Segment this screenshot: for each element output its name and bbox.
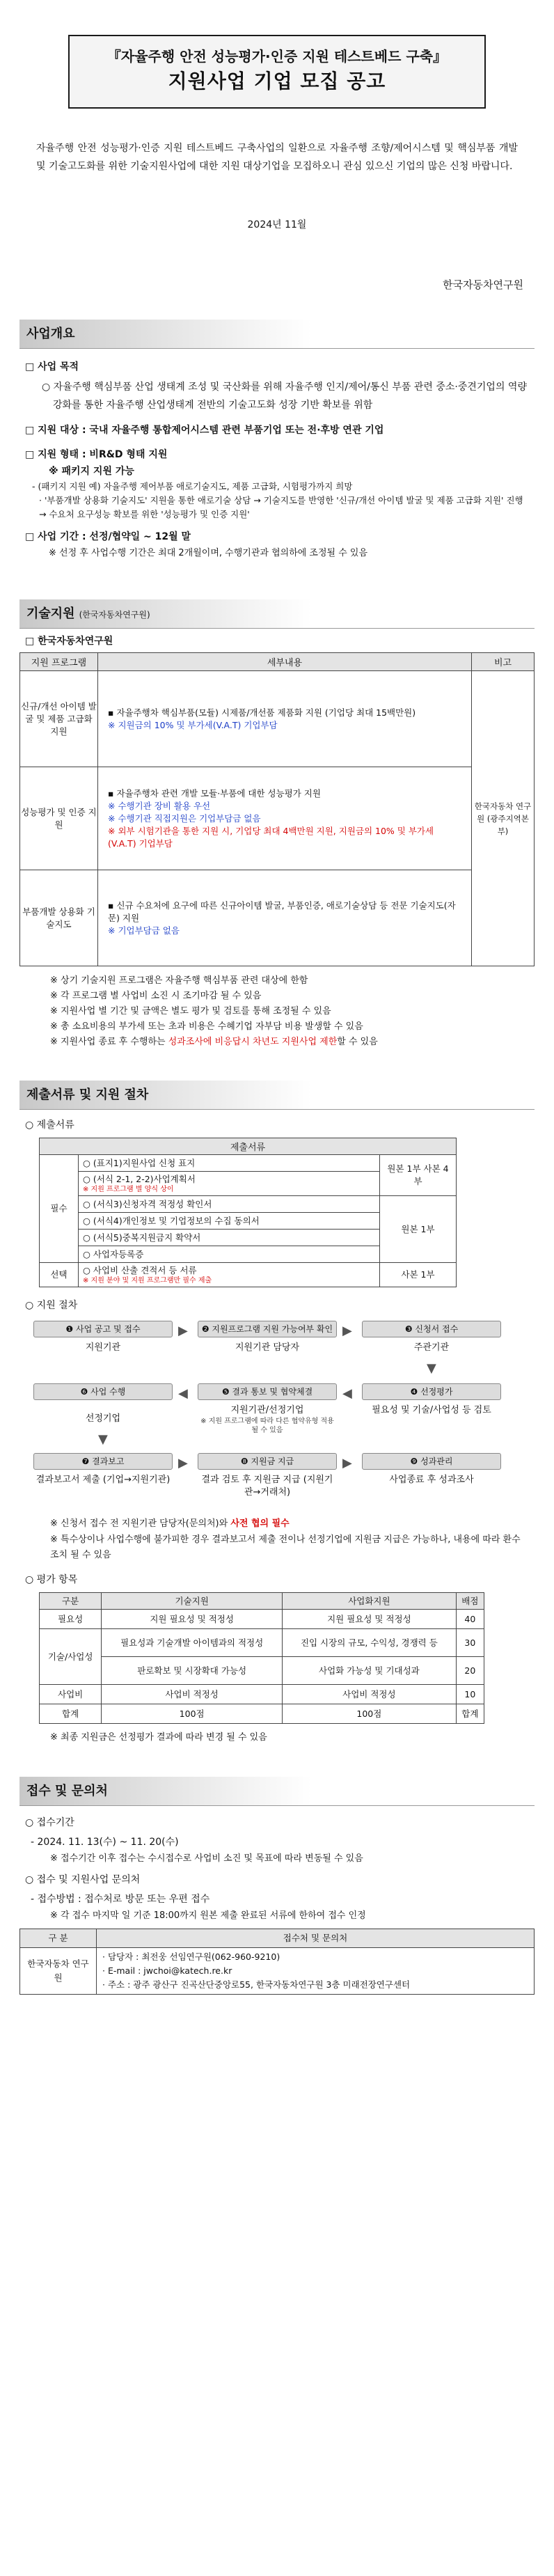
issuing-org: 한국자동차연구원 bbox=[443, 278, 523, 291]
note-line: ※ 총 소요비용의 부가세 또는 초과 비용은 수혜기업 자부담 비용 발생할 수 있음 bbox=[50, 1021, 363, 1032]
eval-col: 기술지원 bbox=[102, 1593, 283, 1610]
table-row bbox=[40, 1196, 457, 1213]
step-2: ❷ 지원프로그램 지원 가능여부 확인 지원기관 담당자 bbox=[198, 1321, 337, 1354]
method-value: - 접수방법 : 접수처로 방문 또는 우편 접수 bbox=[31, 1894, 210, 1905]
eval-table bbox=[39, 1592, 484, 1724]
doc-item: ○ 사업비 산출 견적서 등 서류 ※ 지원 분야 및 지원 프로그램만 필수 제출 bbox=[79, 1263, 380, 1287]
program-detail: ▪ 신규 수요처에 요구에 따른 신규아이템 발굴, 부품인증, 애로기술상담 등 전문 기술지도(자문) 지원 ※ 기업부담금 없음 bbox=[98, 870, 472, 966]
contact-org: 한국자동차 연구원 bbox=[20, 1948, 97, 1995]
form-sub1: - (패키지 지원 예) 자율주행 제어부품 애로기술지도, 제품 고급화, 시험평가까지 희망 bbox=[32, 481, 353, 492]
tech-sub: □ 한국자동차연구원 bbox=[25, 636, 113, 647]
target-line: □ 지원 대상 : 국내 자율주행 통합제어시스템 관련 부품기업 또는 전·후방 연관 기업 bbox=[25, 425, 384, 436]
contact-person: · 담당자 : 최전웅 선임연구원(062-960-9210) bbox=[102, 1951, 280, 1962]
table-row bbox=[20, 767, 535, 870]
table-row: 필요성 지원 필요성 및 적정성 지원 필요성 및 적정성 40 bbox=[40, 1610, 484, 1629]
period-note: ※ 접수기간 이후 접수는 수시접수로 사업비 소진 및 목표에 따라 변동될 수 있음 bbox=[50, 1853, 363, 1864]
docs-table bbox=[39, 1138, 457, 1287]
arrow-right-icon: ▶ bbox=[342, 1456, 352, 1470]
section-title: 접수 및 문의처 bbox=[26, 1784, 108, 1798]
arrow-left-icon: ◀ bbox=[342, 1386, 352, 1401]
contact-col: 구 분 bbox=[20, 1929, 97, 1948]
step-7: ❼ 결과보고 결과보고서 제출 (기업→지원기관) bbox=[33, 1453, 173, 1486]
table-row bbox=[40, 1263, 457, 1287]
note-line: ※ 각 프로그램 별 사업비 소진 시 조기마감 될 수 있음 bbox=[50, 991, 262, 1001]
docs-title: ○ 제출서류 bbox=[25, 1120, 74, 1131]
doc-item: ○ (서식 2-1, 2-2)사업계획서 ※ 지원 프로그램 별 양식 상이 bbox=[79, 1172, 380, 1196]
docs-head: 제출서류 bbox=[40, 1138, 457, 1155]
intro-paragraph: 자율주행 안전 성능평가·인증 지원 테스트베드 구축사업의 일환으로 자율주행 조향/제어시스템 및 핵심부품 개발 및 기술고도화를 위한 기술지원사업에 대한 지원 대상기업을 모집하오니 관심 있으신 기업의 많은 신청 바랍니다. bbox=[36, 143, 518, 172]
tech-notes bbox=[19, 966, 535, 1050]
arrow-left-icon: ◀ bbox=[178, 1386, 188, 1401]
note-line: ※ 신청서 접수 전 지원기관 담당자(문의처)와 사전 협의 필수 bbox=[50, 1518, 290, 1529]
table-row bbox=[40, 1155, 457, 1172]
form-note: ※ 패키지 지원 가능 bbox=[49, 466, 134, 477]
table-row: 판로확보 및 시장확대 가능성 사업화 가능성 및 기대성과 20 bbox=[40, 1657, 484, 1685]
optional-label: 선택 bbox=[40, 1263, 79, 1287]
section-title: 사업개요 bbox=[26, 327, 75, 341]
note-line: ※ 지원사업 종료 후 수행하는 성과조사에 비응답시 차년도 지원사업 제한할 수 있음 bbox=[50, 1037, 378, 1047]
program-detail: ▪ 자율주행차 관련 개발 모듈·부품에 대한 성능평가 지원 ※ 수행기관 장비 활용 우선 ※ 수행기관 직접지원은 기업부담금 없음 ※ 외부 시험기관을 통한 지원 시, 기업당 최대 4백만원 지원, 지원금의 10% 및 부가세(V.A.T) 기업부담 bbox=[98, 767, 472, 870]
program-name: 성능평가 및 인증 지원 bbox=[20, 767, 98, 870]
section-header-submit bbox=[19, 1081, 535, 1110]
contact-details bbox=[97, 1948, 535, 1995]
announcement-date: 2024년 11월 bbox=[247, 219, 307, 230]
contact-email[interactable]: · E-mail : jwchoi@katech.re.kr bbox=[102, 1965, 232, 1976]
eval-title: ○ 평가 항목 bbox=[25, 1574, 78, 1585]
period-title: ○ 접수기간 bbox=[25, 1817, 74, 1828]
doc-item: ○ (서식4)개인정보 및 기업정보의 수집 동의서 bbox=[79, 1213, 380, 1230]
step-5: ❺ 결과 통보 및 협약체결 지원기관/선정기업 ※ 지원 프로그램에 따라 다른 협약유형 적용될 수 있음 bbox=[198, 1383, 337, 1435]
contact-body bbox=[19, 1806, 535, 1924]
table-row: 사업비 사업비 적정성 사업비 적정성 10 bbox=[40, 1685, 484, 1704]
eval-col: 사업화지원 bbox=[283, 1593, 457, 1610]
table-row: 기술/사업성 필요성과 기술개발 아이템과의 적정성 진입 시장의 규모, 수익성, 경쟁력 등 30 bbox=[40, 1629, 484, 1657]
copies: 원본 1부 사본 4부 bbox=[380, 1155, 457, 1196]
eval-col: 배점 bbox=[456, 1593, 484, 1610]
proc-notes bbox=[19, 1516, 535, 1563]
form-line: □ 지원 형태 : 비R&D 형태 지원 bbox=[25, 449, 168, 460]
program-detail: ▪ 자율주행차 핵심부품(모듈) 시제품/개선품 제품화 지원 (기업당 최대 15백만원) ※ 지원금의 10% 및 부가세(V.A.T) 기업부담 bbox=[98, 671, 472, 767]
section-header-overview bbox=[19, 320, 535, 349]
step-3: ❸ 신청서 접수 주관기관 bbox=[362, 1321, 501, 1354]
arrow-right-icon: ▶ bbox=[342, 1324, 352, 1338]
table-row bbox=[20, 870, 535, 966]
copies: 사본 1부 bbox=[380, 1263, 457, 1287]
copies: 원본 1부 bbox=[380, 1196, 457, 1263]
program-name: 부품개발 상용화 기술지도 bbox=[20, 870, 98, 966]
period-note: ※ 선정 후 사업수행 기간은 최대 2개월이며, 수행기관과 협의하에 조정될 수 있음 bbox=[49, 548, 368, 558]
eval-note: ※ 최종 지원금은 선정평가 결과에 따라 변경 될 수 있음 bbox=[50, 1732, 267, 1743]
arrow-right-icon: ▶ bbox=[178, 1324, 188, 1338]
section-title: 제출서류 및 지원 절차 bbox=[26, 1087, 149, 1102]
note-line: ※ 상기 기술지원 프로그램은 자율주행 핵심부품 관련 대상에 한함 bbox=[50, 975, 308, 986]
purpose-title: □ 사업 목적 bbox=[25, 361, 79, 372]
contact-address: · 주소 : 광주 광산구 진곡산단중앙로55, 한국자동차연구원 3층 미래전장연구센터 bbox=[102, 1979, 411, 1990]
page-title: 지원사업 기업 모집 공고 bbox=[168, 70, 386, 93]
period-value: - 2024. 11. 13(수) ~ 11. 20(수) bbox=[31, 1837, 179, 1848]
doc-item: ○ (표지1)지원사업 신청 표지 bbox=[79, 1155, 380, 1172]
procedure-flow bbox=[19, 1321, 535, 1516]
eval-col: 구분 bbox=[40, 1593, 102, 1610]
table-row bbox=[20, 1948, 535, 1995]
note-line: ※ 지원사업 별 기간 및 금액은 별도 평가 및 검토를 통해 조정될 수 있음 bbox=[50, 1006, 331, 1016]
doc-item: ○ (서식5)중복지원금지 확약서 bbox=[79, 1230, 380, 1246]
section-title: 기술지원 (한국자동차연구원) bbox=[26, 606, 150, 621]
note-line: ※ 특수상이나 사업수행에 불가피한 경우 결과보고서 제출 전이나 선정기업에 지원금 지급은 가능하나, 내용에 따라 환수조치 될 수 있음 bbox=[50, 1534, 521, 1560]
overview-body bbox=[19, 349, 535, 562]
step-6: ❻ 사업 수행 선정기업 bbox=[33, 1383, 173, 1425]
step-8: ❽ 지원금 지급 결과 검토 후 지원금 지급 (지원기관→거래처) bbox=[198, 1453, 337, 1499]
purpose-text: ○ 자율주행 핵심부품 산업 생태계 조성 및 국산화를 위해 자율주행 인지/제어/통신 부품 관련 중소·중견기업의 역량 강화를 통한 자율주행 산업생태계 전반의 기술고도화 성장 기반 확보를 위함 bbox=[42, 382, 527, 411]
col-note: 비고 bbox=[472, 653, 535, 671]
method-title: ○ 접수 및 지원사업 문의처 bbox=[25, 1874, 141, 1885]
title-box bbox=[68, 35, 486, 109]
step-1: ❶ 사업 공고 및 접수 지원기관 bbox=[33, 1321, 173, 1354]
program-name: 신규/개선 아이템 발굴 및 제품 고급화 지원 bbox=[20, 671, 98, 767]
note-cell: 한국자동차 연구원 (광주지역본부) bbox=[472, 671, 535, 966]
table-row bbox=[20, 671, 535, 767]
tech-table bbox=[19, 652, 535, 966]
required-label: 필수 bbox=[40, 1155, 79, 1263]
step-4: ❹ 선정평가 필요성 및 기술/사업성 등 검토 bbox=[362, 1383, 501, 1417]
col-program: 지원 프로그램 bbox=[20, 653, 98, 671]
doc-item: ○ 사업자등록증 bbox=[79, 1246, 380, 1263]
form-sub2: · '부품개발 상용화 기술지도' 지원을 통한 애로기술 상담 → 기술지도를 반영한 '신규/개선 아이템 발굴 및 제품 고급화 지원' 진행 → 수요처 요구성능 확보를 위한 '성능평가 및 인증 지원' bbox=[39, 495, 523, 519]
contact-table bbox=[19, 1929, 535, 1995]
proc-title: ○ 지원 절차 bbox=[25, 1300, 78, 1311]
method-note: ※ 각 접수 마지막 일 기준 18:00까지 원본 제출 완료된 서류에 한하여 접수 인정 bbox=[50, 1910, 366, 1921]
title-subtitle: 『자율주행 안전 성능평가·인증 지원 테스트베드 구축』 bbox=[106, 48, 448, 65]
step-9: ❾ 성과관리 사업종료 후 성과조사 bbox=[362, 1453, 501, 1486]
contact-col: 접수처 및 문의처 bbox=[97, 1929, 535, 1948]
arrow-down-icon: ▼ bbox=[98, 1432, 108, 1447]
section-header-tech bbox=[19, 599, 535, 629]
arrow-down-icon: ▼ bbox=[427, 1361, 436, 1376]
table-row: 합계 100점 100점 합계 bbox=[40, 1704, 484, 1724]
arrow-right-icon: ▶ bbox=[178, 1456, 188, 1470]
period-line: □ 사업 기간 : 선정/협약일 ~ 12월 말 bbox=[25, 531, 191, 542]
section-header-contact bbox=[19, 1777, 535, 1806]
doc-item: ○ (서식3)신청자격 적정성 확인서 bbox=[79, 1196, 380, 1213]
col-detail: 세부내용 bbox=[98, 653, 472, 671]
